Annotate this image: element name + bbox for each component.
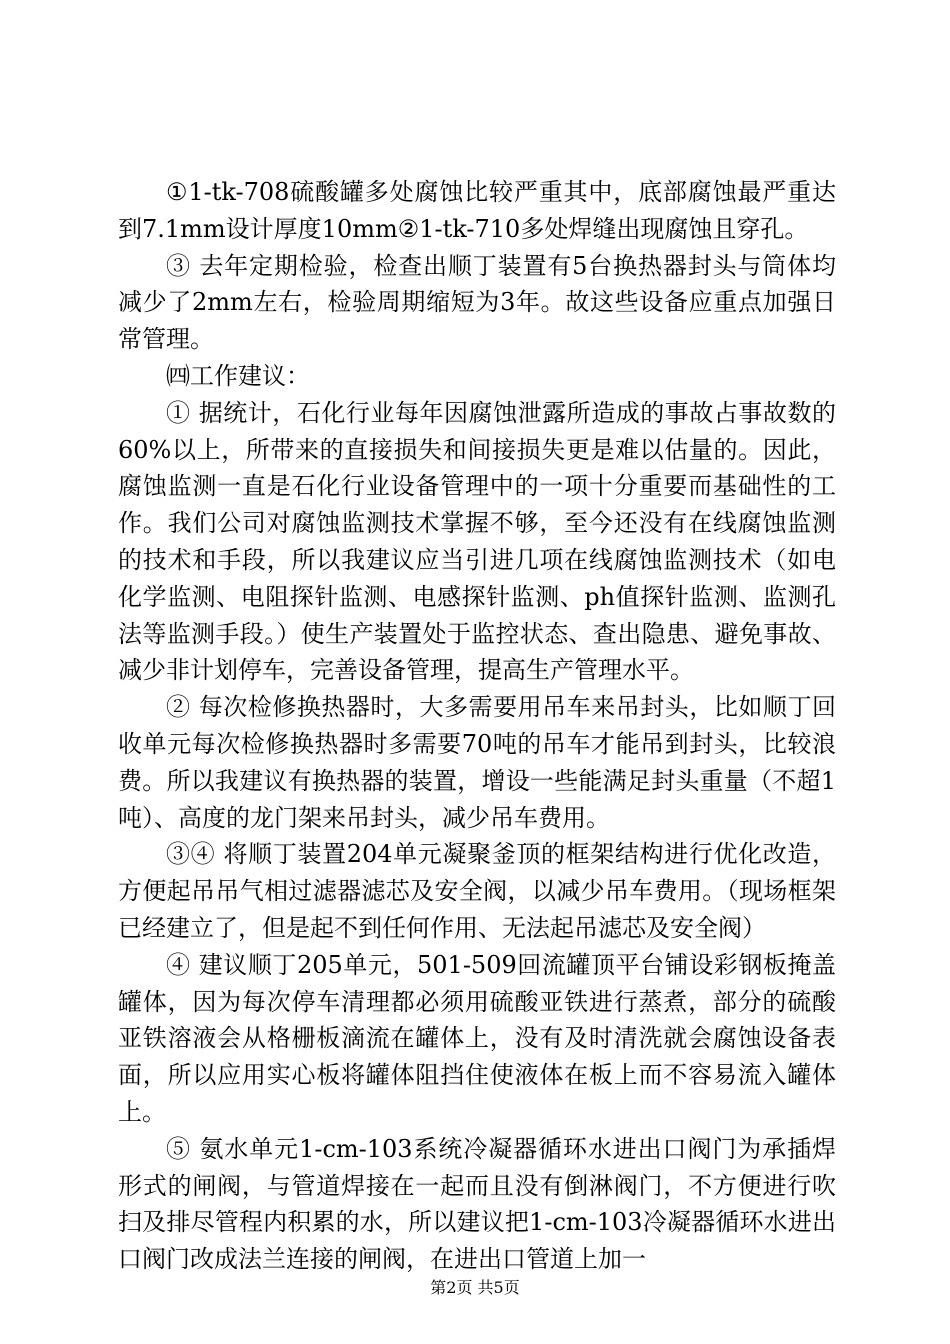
paragraph-corrosion-tanks: ①1-tk-708硫酸罐多处腐蚀比较严重其中，底部腐蚀最严重达到7.1mm设计厚度10mm②1-tk-710多处焊缝出现腐蚀且穿孔。 bbox=[118, 178, 836, 243]
paragraph-suggestion-corrosion-monitoring: ① 据统计，石化行业每年因腐蚀泄露所造成的事故占事故数的60%以上，所带来的直接损失和间接损失更是难以估量的。因此，腐蚀监测一直是石化行业设备管理中的一项十分重要而基础性的工作。我们公司对腐蚀监测技术掌握不够，至今还没有在线腐蚀监测的技术和手段，所以我建议应当引进几项在线腐蚀监测技术（如电化学监测、电阻探针监测、电感探针监测、ph值探针监测、监测孔法等监测手段。）使生产装置处于监控状态、查出隐患、避免事故、减少非计划停车，完善设备管理，提高生产管理水平。 bbox=[118, 398, 836, 685]
paragraph-suggestion-frame-optimization: ③④ 将顺丁装置204单元凝聚釜顶的框架结构进行优化改造，方便起吊吊气相过滤器滤芯及安全阀，以减少吊车费用。（现场框架已经建立了，但是起不到任何作用、无法起吊滤芯及安全阀） bbox=[118, 840, 836, 942]
paragraph-suggestion-gantry-crane: ② 每次检修换热器时，大多需要用吊车来吊封头，比如顺丁回收单元每次检修换热器时多需要70吨的吊车才能吊到封头，比较浪费。所以我建议有换热器的装置，增设一些能满足封头重量（不超1吨）、高度的龙门架来吊封头，减少吊车费用。 bbox=[118, 693, 836, 832]
paragraph-suggestion-steel-cover: ④ 建议顺丁205单元，501-509回流罐顶平台铺设彩钢板掩盖罐体，因为每次停车清理都必须用硫酸亚铁进行蒸煮，部分的硫酸亚铁溶液会从格栅板滴流在罐体上，没有及时清洗就会腐蚀设备表面，所以应用实心板将罐体阻挡住使液体在板上而不容易流入罐体上。 bbox=[118, 950, 836, 1126]
paragraph-suggestion-condenser-valves: ⑤ 氨水单元1-cm-103系统冷凝器循环水进出口阀门为承插焊形式的闸阀，与管道焊接在一起而且没有倒淋阀门，不方便进行吹扫及排尽管程内积累的水，所以建议把1-cm-103冷凝器循环水进出口阀门改成法兰连接的闸阀，在进出口管道上加一 bbox=[118, 1134, 836, 1274]
paragraph-periodic-inspection: ③ 去年定期检验，检查出顺丁装置有5台换热器封头与筒体均减少了2mm左右，检验周期缩短为3年。故这些设备应重点加强日常管理。 bbox=[118, 251, 836, 354]
section-heading-work-suggestions: ㈣工作建议： bbox=[166, 361, 310, 390]
document-body bbox=[118, 174, 836, 1278]
page-number-footer: 第2页 共5页 bbox=[430, 1278, 520, 1297]
